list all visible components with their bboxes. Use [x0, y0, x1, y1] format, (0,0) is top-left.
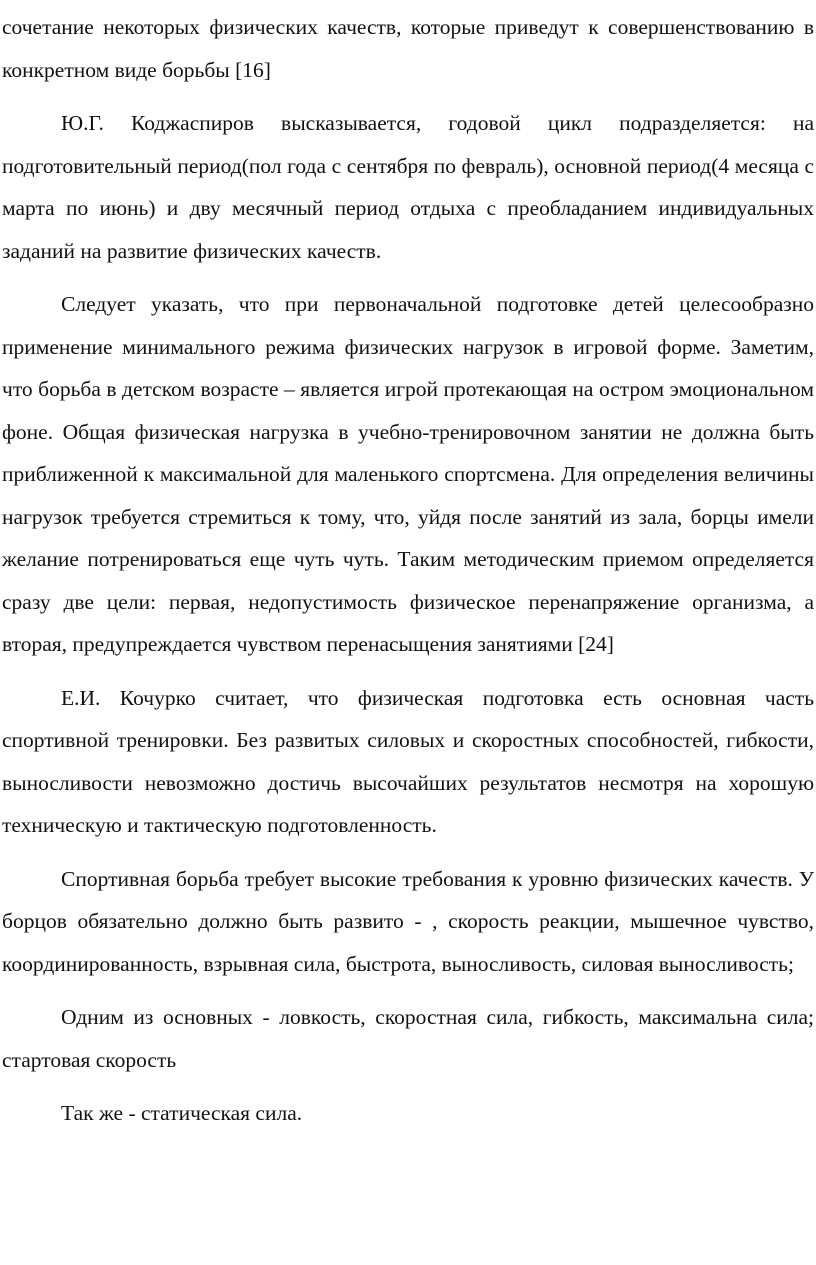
paragraph-initial-training: Следует указать, что при первоначальной подготовке детей целесообразно применение минимального режима физических нагрузок в игровой форме. Заметим, что борьба в детском возрасте – является игрой протекающая на остром эмоциональном фоне. Общая физическая нагрузка в учебно-тренировочном занятии не должна быть приближенной к максимальной для маленького спортсмена. Для определения величины нагрузок требуется стремиться к тому, что, уйдя после занятий из зала, борцы имели желание потренироваться еще чуть чуть. Таким методическим приемом определяется сразу две цели: первая, недопустимость физическое перенапряжение организма, а вторая, предупреждается чувством перенасыщения занятиями [24]	[2, 292, 814, 656]
paragraph-continuation: сочетание некоторых физических качеств, которые приведут к совершенствованию в конкретном виде борьбы [16]	[2, 15, 814, 82]
paragraph-static-strength: Так же - статическая сила.	[61, 1101, 303, 1125]
paragraph-kochurko: Е.И. Кочурко считает, что физическая подготовка есть основная часть спортивной тренировки. Без развитых силовых и скоростных способностей, гибкости, выносливости невозможно достичь высочайших результатов несмотря на хорошую техническую и тактическую подготовленность.	[2, 685, 814, 837]
paragraph-wrestling-requirements: Спортивная борьба требует высокие требования к уровню физических качеств. У борцов обязательно должно быть развито - , скорость реакции, мышечное чувство, координированность, взрывная сила, быстрота, выносливость, силовая выносливость;	[2, 866, 814, 976]
paragraph-main-qualities: Одним из основных - ловкость, скоростная сила, гибкость, максимальна сила; стартовая скорость	[2, 1005, 814, 1072]
paragraph-kodzhaspirov: Ю.Г. Коджаспиров высказывается, годовой цикл подразделяется: на подготовительный период(пол года с сентября по февраль), основной период(4 месяца с марта по июнь) и дву месячный период отдыха с преобладанием индивидуальных заданий на развитие физических качеств.	[2, 111, 814, 263]
